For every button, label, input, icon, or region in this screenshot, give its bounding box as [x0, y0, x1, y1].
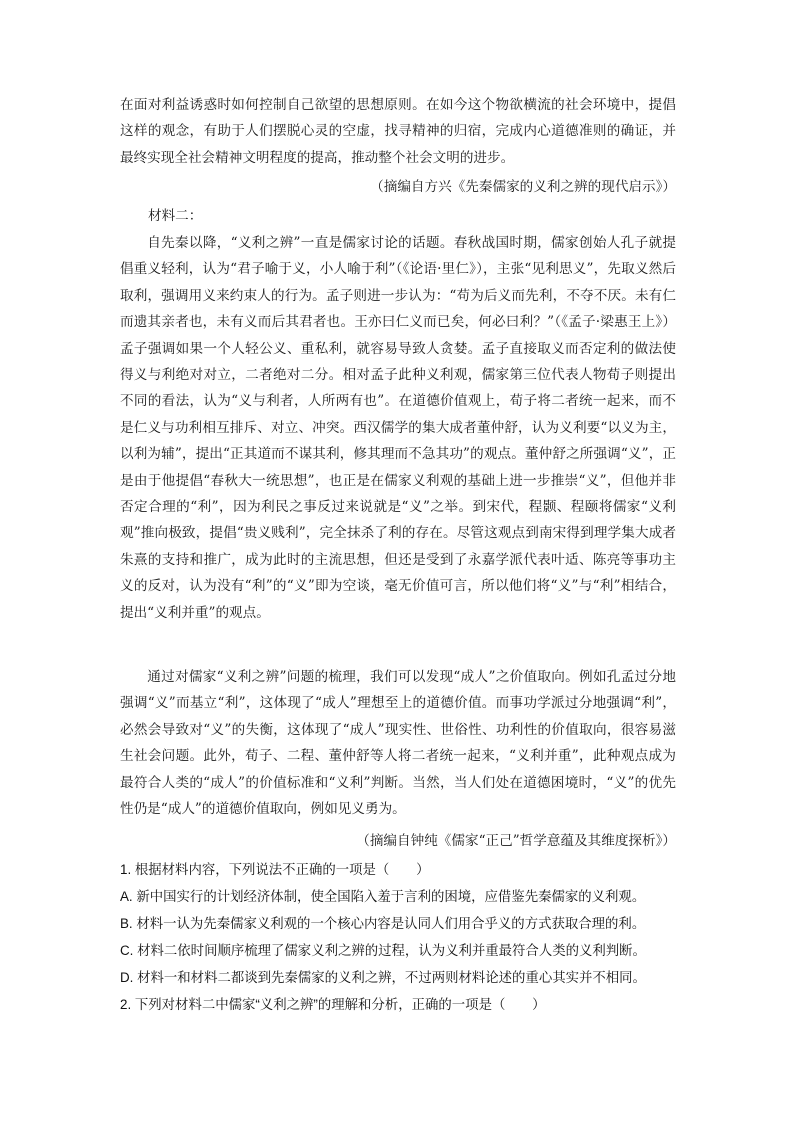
material2-paragraph-2: 通过对儒家“义利之辨”问题的梳理，我们可以发现“成人”之价值取向。例如孔孟过分地强调“义”而基立“利”，这体现了“成人”理想至上的道德价值。而事功学派过分地强调“利”，必然会导致对“义”的失衡，这体现了“成人”现实性、世俗性、功利性的价值取向，很容易滋生社会问题。此外，荀子、二程、董仲舒等人将二者统一起来，“义利并重”，此种观点成为最符合人类的“成人”的价值标准和“义利”判断。当然，当人们处在道德困境时，“义”的优先性仍是“成人”的道德价值取向，例如见义勇为。 — [120, 669, 676, 818]
material2-label: 材料二： — [148, 208, 203, 224]
material2-source: （摘编自钟纯《儒家“正己”哲学意蕴及其维度探析》） — [356, 833, 676, 849]
question-2: 2. 下列对材料二中儒家“义利之辨”的理解和分析，正确的一项是（ ） — [120, 997, 546, 1012]
material2-paragraph-1: 自先秦以降，“义利之辨”一直是儒家讨论的话题。春秋战国时期，儒家创始人孔子就提倡重义轻利，认为“君子喻于义，小人喻于利”（《论语·里仁》），主张“见利思义”，先取义然后取利，强调用义来约束人的行为。孟子则进一步认为：“苟为后义而先利，不夺不厌。未有仁而遗其亲者也，未有义而后其君者也。王亦曰仁义而已矣，何必曰利？”（《孟子·梁惠王上》）孟子强调如果一个人轻公义、重私利，就容易导致人贪婪。孟子直接取义而否定利的做法使得义与利绝对对立，二者绝对二分。相对孟子此种义利观，儒家第三位代表人物荀子则提出不同的看法，认为“义与利者，人所两有也”。在道德价值观上，荀子将二者统一起来，而不是仁义与功利相互排斥、对立、冲突。西汉儒学的集大成者董仲舒，认为义利要“以义为主，以利为辅”，提出“正其道而不谋其利，修其理而不急其功”的观点。董仲舒之所强调“义”，正是由于他提倡“春秋大一统思想”，也正是在儒家义利观的基础上进一步推崇“义”，但他并非否定合理的“利”，因为利民之事反过来说就是“义”之举。到宋代，程颢、程颐将儒家“义利观”推向极致，提倡“贵义贱利”，完全抹杀了利的存在。尽管这观点到南宋得到理学集大成者朱熹的支持和推广，成为此时的主流思想，但还是受到了永嘉学派代表叶适、陈亮等事功主义的反对，认为没有“利”的“义”即为空谈，毫无价值可言，所以他们将“义”与“利”相结合，提出“义利并重”的观点。 — [120, 235, 676, 621]
question-1: 1. 根据材料内容，下列说法不正确的一项是（ ） — [120, 862, 430, 877]
question-1-option-d: D. 材料一和材料二都谈到先秦儒家的义利之辨，不过两则材料论述的重心其实并不相同。 — [120, 970, 646, 985]
material1-tail-paragraph: 在面对利益诱惑时如何控制自己欲望的思想原则。在如今这个物欲横流的社会环境中，提倡这样的观念，有助于人们摆脱心灵的空虚，找寻精神的归宿，完成内心道德准则的确证，并最终实现全社会精神文明程度的提高，推动整个社会文明的进步。 — [120, 97, 676, 166]
material1-source: （摘编自方兴《先秦儒家的义利之辨的现代启示》） — [370, 179, 676, 195]
question-1-option-c: C. 材料二依时间顺序梳理了儒家义利之辨的过程，认为义利并重最符合人类的义利判断。 — [120, 943, 646, 958]
question-1-option-a: A. 新中国实行的计划经济体制，使全国陷入羞于言利的困境，应借鉴先秦儒家的义利观。 — [120, 889, 646, 904]
question-1-option-b: B. 材料一认为先秦儒家义利观的一个核心内容是认同人们用合乎义的方式获取合理的利。 — [120, 916, 646, 931]
